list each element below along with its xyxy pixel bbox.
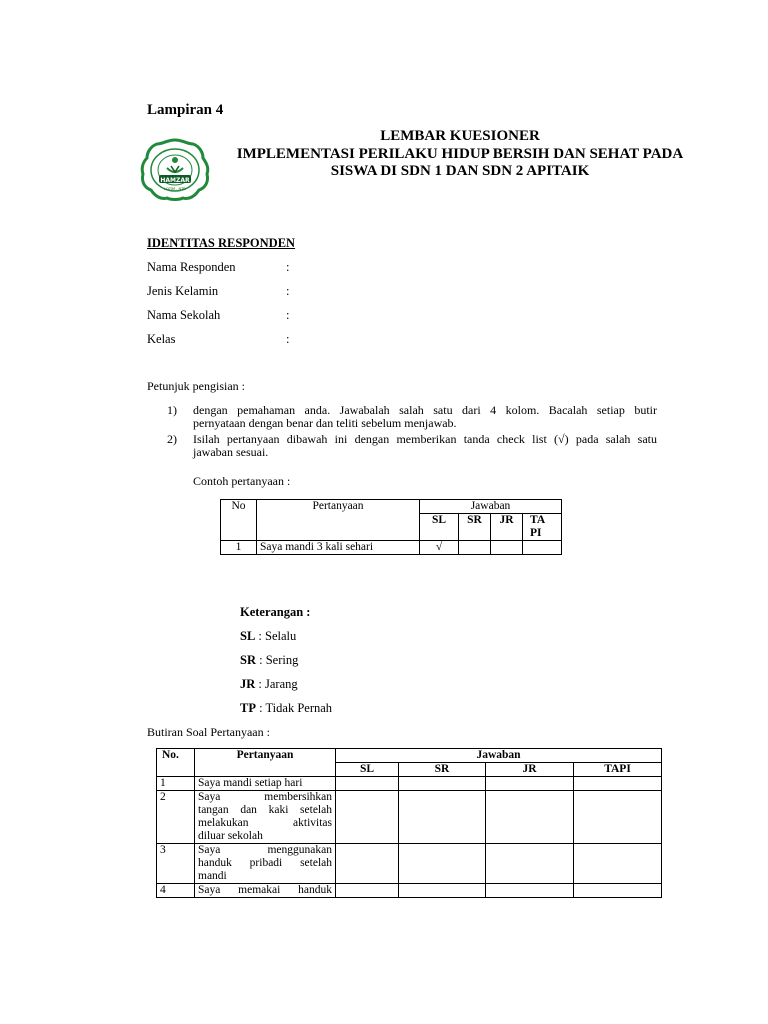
answer-cell-jr[interactable] [486,791,574,844]
question-line: melakukan aktivitas [198,817,332,829]
appendix-label: Lampiran 4 [147,102,224,118]
legend-item-jr [240,677,298,692]
table-row [157,791,662,844]
table-row [157,844,662,884]
respondent-identity-heading: IDENTITAS RESPONDEN [147,236,296,250]
legend-code: SL [240,629,256,643]
instruction-line: dengan pemahaman anda. Jawabalah salah satu dari 4 kolom. Bacalah setiap butir [193,403,657,417]
ex-cell-jr[interactable] [491,541,523,555]
answer-cell-tapi[interactable] [574,777,662,791]
field-kelas [147,332,289,347]
answer-cell-sr[interactable] [399,777,486,791]
header-pertanyaan: Pertanyaan [195,749,336,777]
ex-header-jawaban: Jawaban [420,500,562,514]
question-line: tangan dan kaki setelah [198,804,332,816]
instructions-heading: Petunjuk pengisian : [147,379,245,393]
ex-header-jr: JR [491,514,523,541]
questionnaire-table [156,748,662,898]
legend-item-tp [240,701,332,716]
field-jenis-kelamin [147,284,289,299]
legend-desc: : Selalu [255,629,297,643]
answer-cell-tapi[interactable] [574,791,662,844]
answer-cell-sr[interactable] [399,884,486,898]
instruction-number: 2) [167,432,177,446]
table-row [157,777,662,791]
title-line-3: SISWA DI SDN 1 DAN SDN 2 APITAIK [330,163,590,179]
legend-code: JR [240,677,256,691]
answer-cell-sl[interactable] [336,791,399,844]
example-label: Contoh pertanyaan : [193,474,291,488]
question-line: Saya memakai handuk [198,884,332,896]
field-label: Nama Responden [147,260,236,274]
field-label: Kelas [147,332,176,346]
header-jr: JR [486,763,574,777]
question-line: handuk pribadi setelah [198,857,332,869]
legend-desc: : Sering [255,653,299,667]
legend-desc: : Jarang [255,677,298,691]
question-line: Saya mandi setiap hari [198,777,303,789]
question-line: mandi [198,870,227,882]
row-question [195,884,336,898]
answer-cell-sr[interactable] [399,791,486,844]
title-line-1: LEMBAR KUESIONER [380,128,540,144]
row-no: 2 [157,791,195,844]
logo-text: HAMZAR [160,177,190,184]
field-colon: : [286,284,290,298]
ex-row-text: Saya mandi 3 kali sehari [257,541,420,555]
ex-header-tapi-2: PI [530,527,542,539]
answer-cell-sl[interactable] [336,777,399,791]
ex-header-no: No [221,500,257,541]
ex-header-pertanyaan: Pertanyaan [257,500,420,541]
instruction-line: jawaban sesuai. [193,445,269,459]
ex-row-no: 1 [221,541,257,555]
row-question [195,844,336,884]
answer-cell-sr[interactable] [399,844,486,884]
field-label: Jenis Kelamin [147,284,219,298]
field-colon: : [286,332,290,346]
row-no: 4 [157,884,195,898]
legend-code: TP [240,701,256,715]
header-sl: SL [336,763,399,777]
header-jawaban: Jawaban [336,749,662,763]
legend-item-sr [240,653,298,668]
row-question [195,791,336,844]
question-line: Saya membersihkan [198,791,332,803]
answer-cell-tapi[interactable] [574,884,662,898]
logo-subtext: LOTIM - NTB [164,187,186,191]
table-row [157,884,662,898]
field-nama-sekolah [147,308,289,323]
questions-label: Butiran Soal Pertanyaan : [147,725,270,739]
answer-cell-jr[interactable] [486,844,574,884]
ex-header-sr: SR [459,514,491,541]
answer-cell-sl[interactable] [336,844,399,884]
header-tapi: TAPI [574,763,662,777]
instruction-item-1 [167,404,657,432]
legend-code: SR [240,653,256,667]
ex-row-check: √ [420,541,459,555]
legend-desc: : Tidak Pernah [255,701,333,715]
row-question [195,777,336,791]
question-line: Saya menggunakan [198,844,332,856]
legend-item-sl [240,629,296,644]
instruction-line: pernyataan dengan benar dan teliti sebelum menjawab. [193,416,457,430]
answer-cell-jr[interactable] [486,777,574,791]
answer-cell-jr[interactable] [486,884,574,898]
question-line: diluar sekolah [198,830,263,842]
field-label: Nama Sekolah [147,308,221,322]
answer-cell-tapi[interactable] [574,844,662,884]
answer-cell-sl[interactable] [336,884,399,898]
header-no: No. [157,749,195,777]
legend-heading: Keterangan : [240,605,311,619]
instruction-item-2 [167,433,657,461]
header-sr: SR [399,763,486,777]
ex-cell-tapi[interactable] [523,541,562,555]
field-colon: : [286,260,290,274]
ex-header-tapi-1: TA [530,514,546,526]
row-no: 1 [157,777,195,791]
instruction-number: 1) [167,403,177,417]
row-no: 3 [157,844,195,884]
field-nama-responden [147,260,289,275]
example-table [220,499,562,555]
ex-table-row [221,541,562,555]
title-line-2: IMPLEMENTASI PERILAKU HIDUP BERSIH DAN SEHAT PADA [236,146,684,162]
institution-logo [139,138,211,202]
field-colon: : [286,308,290,322]
ex-cell-sr[interactable] [459,541,491,555]
ex-header-tapi [523,514,562,541]
ex-header-sl: SL [420,514,459,541]
instruction-line: Isilah pertanyaan dibawah ini dengan memberikan tanda check list (√) pada salah satu [193,432,657,446]
